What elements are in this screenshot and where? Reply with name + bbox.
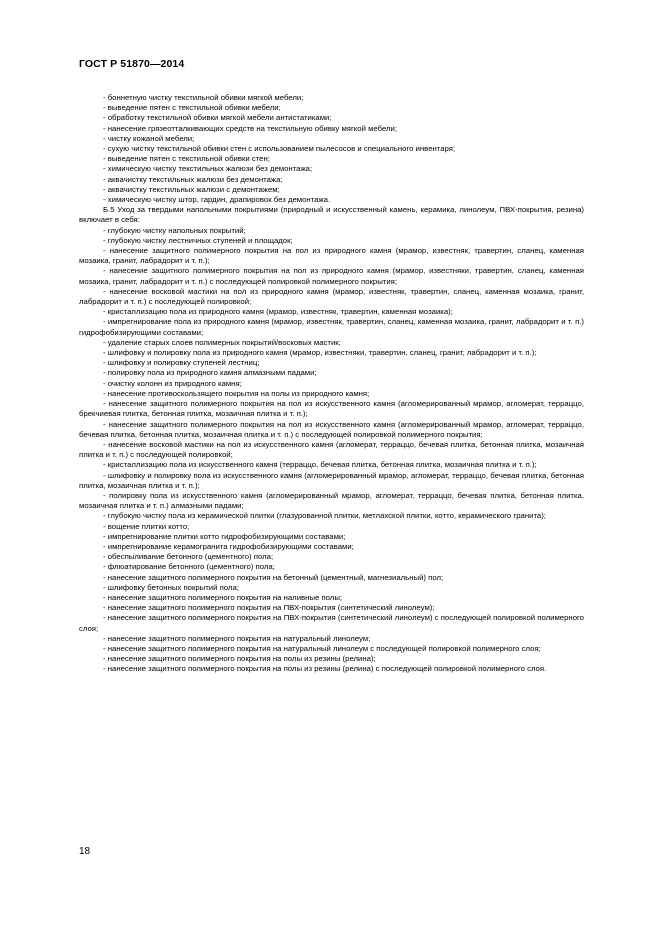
list-item: - химическую чистку текстильных жалюзи без демонтажа; <box>103 164 313 174</box>
list-item: - нанесение защитного полимерного покрытия на пол из природного камня (мрамор, известняки, травертин, сланец, каменная мозаика, гранит, лабрадорит и т. п.) с последующей полировкой полимерного покрытия; <box>79 266 584 286</box>
list-item: - шлифовку и полировку пола из искусственного камня (агломерированный мрамор, агломерат, терраццо, бечевая плитка, бетонная плитка, мозаичная плитка и т. п.); <box>79 470 584 490</box>
list-item: - импрегнирование пола из природного камня (мрамор, известняк, травертин, сланец, каменная мозаика, гранит, лабрадорит и т. п.) гидрофобизирующими составами; <box>79 317 584 337</box>
list-item: - полировку пола из искусственного камня (агломерированный мрамор, агломерат, терраццо, бечевая плитка, бетонная плитка, мозаичная плитка и т. п.) алмазными падами; <box>79 490 584 511</box>
list-item: - выведение пятен с текстильной обивки мебели; <box>103 103 281 113</box>
list-item: - глубокую чистку напольных покрытий; <box>103 225 246 235</box>
list-item: - боннетную чистку текстильной обивки мягкой мебели; <box>103 93 304 102</box>
document-body <box>79 93 584 675</box>
list-item: - нанесение защитного полимерного покрытия на наливные полы; <box>103 592 343 602</box>
list-item: - глубокую чистку пола из керамической плитки (глазурованной плитки, метлахской плитки, котто, керамического гранита); <box>103 511 546 521</box>
list-item: - химическую чистку штор, гардин, драпировок без демонтажа. <box>103 195 331 205</box>
list-item: - шлифовку и полировку пола из природного камня (мрамор, известняки, травертин, сланец, гранит, лабрадорит и т. п.); <box>103 348 537 358</box>
list-item: - нанесение противоскользящего покрытия на полы из природного камня; <box>103 388 370 398</box>
list-item: - нанесение защитного полимерного покрытия на натуральный линолеум с последующей полировкой полимерного слоя; <box>103 643 541 653</box>
list-item: - глубокую чистку лестничных ступеней и площадок; <box>103 235 293 245</box>
list-item: - удаление старых слоев полимерных покрытий/восковых мастик; <box>103 337 341 347</box>
list-item: - обработку текстильной обивки мягкой мебели антистатиками; <box>103 113 332 123</box>
list-item: - флюатирование бетонного (цементного) пола; <box>103 562 275 572</box>
list-item: - аквачистку текстильных жалюзи с демонтажем; <box>103 184 280 194</box>
list-item: - нанесение защитного полимерного покрытия на натуральный линолеум; <box>103 633 371 643</box>
list-item: - полировку пола из природного камня алмазными падами; <box>103 368 317 378</box>
list-item: - нанесение защитного полимерного покрытия на ПВХ-покрытия (синтетический линолеум) с последующей полировкой полимерного слоя; <box>79 613 584 633</box>
list-item: - кристаллизацию пола из природного камня (мрамор, известняк, травертин, каменная мозаика); <box>103 307 453 317</box>
list-item: - очистку колонн из природного камня; <box>103 378 242 388</box>
list-item: - импрегнирование плитки котто гидрофобизирующими составами; <box>103 531 346 541</box>
list-item: - обеспыливание бетонного (цементного) пола; <box>103 552 274 562</box>
list-item: - нанесение защитного полимерного покрытия на полы из резины (релина) с последующей полировкой полимерного слоя. <box>103 664 547 674</box>
list-item: - нанесение восковой мастики на пол из искусственного камня (агломерат, терраццо, бечевая плитка, бетонная плитка, мозаичная плитка и т. п.) с последующей полировкой; <box>79 439 584 460</box>
list-item: - нанесение защитного полимерного покрытия на пол из искусственного камня (агломерированный мрамор, агломерат, терраццо, бечевая плитка, бетонная плитка, мозаичная плитка и т. п.) с последующей полировкой полимерного покрытия; <box>79 419 584 439</box>
list-item: - аквачистку текстильных жалюзи без демонтажа; <box>103 174 283 184</box>
list-item: - нанесение грязеотталкивающих средств на текстильную обивку мягкой мебели; <box>103 123 398 133</box>
document-header: ГОСТ Р 51870—2014 <box>79 58 185 70</box>
list-item: - нанесение защитного полимерного покрытия на пол из искусственного камня (агломерированный мрамор, агломерат, терраццо, брекчиевая плитка, бетонная плитка, мозаичная плитка и т. п.); <box>79 399 584 419</box>
list-item: - кристаллизацию пола из искусственного камня (терраццо, бечевая плитка, бетонная плитка, мозаичная плитка и т. п.); <box>103 460 537 470</box>
section-heading-paragraph: Б.5 Уход за твердыми напольными покрытиями (природный и искусственный камень, керамика, линолеум, ПВХ-покрытия, резина) включает в себя: <box>79 205 584 225</box>
list-item: - нанесение защитного полимерного покрытия на пол из природного камня (мрамор, известняк, травертин, сланец, каменная мозаика, гранит, лабрадорит и т. п.); <box>79 246 584 266</box>
list-item: - нанесение защитного полимерного покрытия на ПВХ-покрытия (синтетический линолеум); <box>103 603 435 613</box>
list-item: - импрегнирование керамогранита гидрофобизирующими составами; <box>103 541 354 551</box>
list-item: - нанесение защитного полимерного покрытия на полы из резины (релина); <box>103 654 376 664</box>
list-item: - шлифовку и полировку ступеней лестниц; <box>103 358 260 368</box>
list-item: - чистку кожаной мебели; <box>103 133 195 143</box>
list-item: - нанесение защитного полимерного покрытия на бетонный (цементный, магнезиальный) пол; <box>103 572 444 582</box>
list-item: - выведение пятен с текстильной обивки стен; <box>103 154 270 164</box>
list-item: - вощение плитки котто; <box>103 521 190 531</box>
list-item: - шлифовку бетонных покрытий пола; <box>103 582 239 592</box>
list-item: - нанесение восковой мастики на пол из природного камня (мрамор, известняк, травертин, сланец, каменная мозаика, гранит, лабрадорит и т. п.) с последующей полировкой; <box>79 286 584 307</box>
list-item: - сухую чистку текстильной обивки стен с использованием пылесосов и специального инвентаря; <box>103 144 456 154</box>
page-number: 18 <box>79 846 91 857</box>
